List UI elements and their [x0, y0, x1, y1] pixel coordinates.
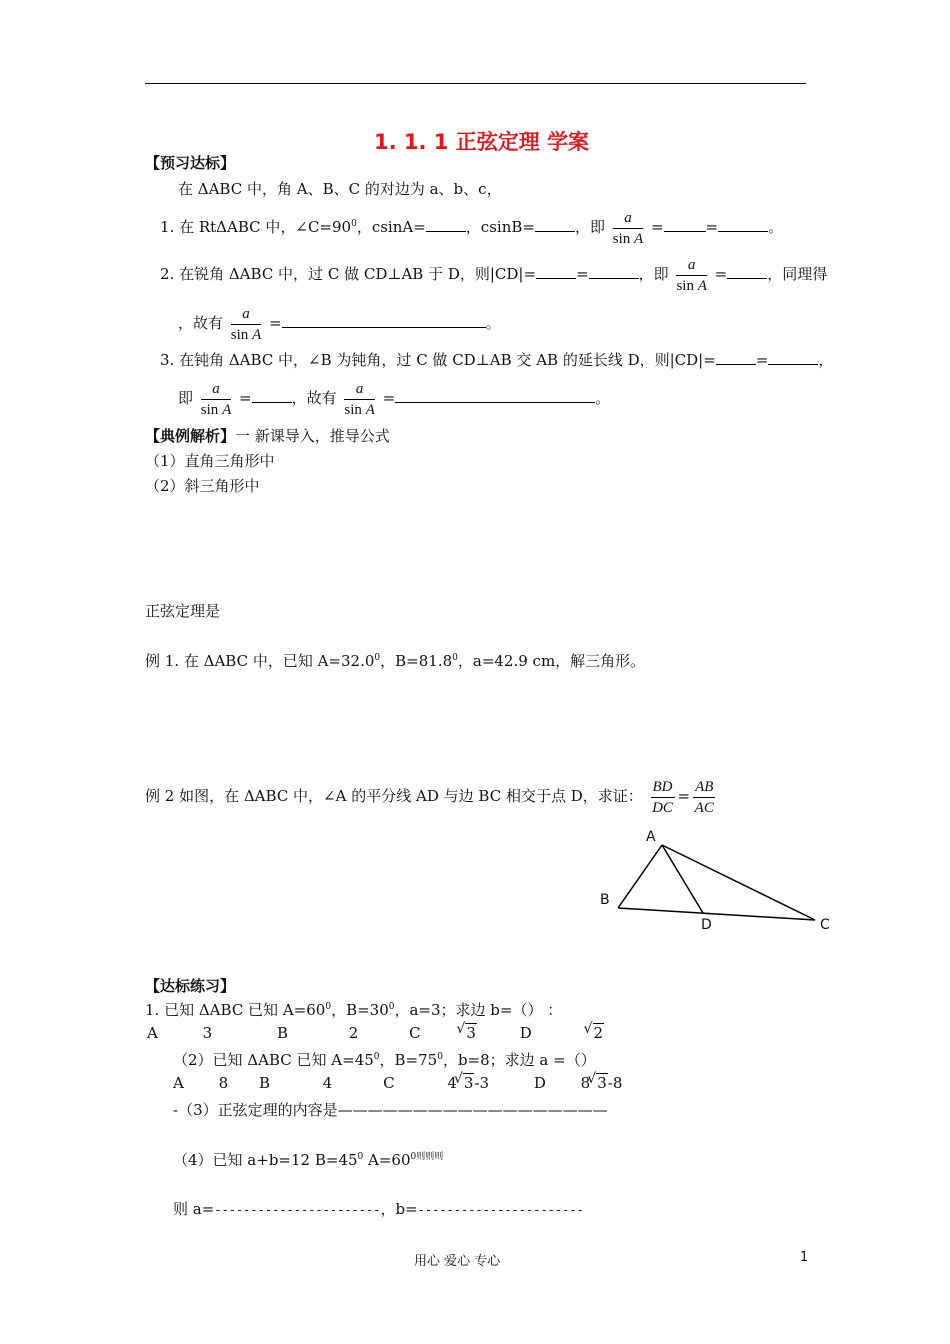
triangle-figure — [590, 825, 840, 940]
fraction-a-over-sinA: $\frac{a}{\text{sin A}}$ — [612, 209, 644, 247]
preview-item-1: 1. 在 RtΔABC 中，$\angle C=90^0$，csinA= ，csinB= ，即 $\frac{a}{\text{sin A}}$ = = 。 — [160, 209, 784, 247]
practice-q1: 1. 已知 ΔABC 已知 $A=60^0$，$B=30^0$，a=3；求边 b=（） ： — [145, 1001, 563, 1019]
preview-heading: 【预习达标】 — [145, 154, 236, 172]
practice-q2-options: A 8 B 4 C 4√ 3-3 D 8√ 3-8 — [173, 1073, 622, 1092]
fraction-a-over-sinA: $\frac{a}{\text{sin A}}$ — [344, 380, 375, 418]
header-rule — [145, 83, 806, 84]
side-bc — [618, 908, 815, 920]
practice-q4: （4）已知 a+b=12 $B=45^0$ $A=60^{0则则则}$ — [173, 1151, 444, 1169]
vertex-label-d: D — [701, 917, 712, 933]
fraction-a-over-sinA: $\frac{a}{\text{sin A}}$ — [200, 380, 232, 418]
fraction-a-over-sinA: $\frac{a}{\text{sin A}}$ — [676, 256, 707, 294]
footer-slogan: 用心 爱心 专心 — [414, 1254, 501, 1269]
example-2: 例 2 如图，在 ΔABC 中，∠A 的平分线 AD 与边 BC 相交于点 D，求证： $\frac{BD}{DC}$ = $\frac{AB}{AC}$ — [145, 778, 714, 816]
practice-heading: 【达标练习】 — [145, 977, 236, 995]
analysis-sub-1: （1）直角三角形中 — [145, 452, 275, 470]
analysis-heading: 【典例解析】一 新课导入，推导公式 — [145, 427, 390, 445]
preview-item-3-cont: 即 $\frac{a}{\text{sin A}}$ = ，故有 $\frac{a}{\text{sin A}}$ = 。 — [178, 380, 611, 418]
page-title: 1. 1. 1 正弦定理 学案 — [374, 130, 590, 154]
fraction-ab-ac: $\frac{AB}{AC}$ — [694, 778, 714, 816]
preview-intro: 在 ΔABC 中，角 A、B、C 的对边为 a、b、c， — [178, 180, 502, 198]
vertex-label-c: C — [820, 917, 830, 933]
fraction-bd-dc: $\frac{BD}{DC}$ — [652, 778, 673, 816]
preview-item-3: 3. 在钝角 ΔABC 中，∠B 为钝角，过 C 做 CD⊥AB 交 AB 的延长线 D，则|CD|= = ， — [160, 351, 834, 369]
fraction-a-over-sinA: $\frac{a}{\text{sin A}}$ — [230, 305, 262, 343]
page-number: 1 — [800, 1250, 809, 1265]
preview-item-2: 2. 在锐角 ΔABC 中，过 C 做 CD⊥AB 于 D，则|CD|= = ，即 $\frac{a}{\text{sin A}}$ = ，同理得 — [160, 256, 828, 294]
practice-q3: -（3）正弦定理的内容是—————————————————— — [173, 1101, 608, 1119]
vertex-label-a: A — [646, 829, 656, 845]
vertex-label-b: B — [600, 892, 610, 908]
practice-q1-options: A 3 B 2 C √ 3 D √ 2 — [147, 1023, 604, 1042]
practice-q2: （2）已知 ΔABC 已知 $A=45^0$，$B=75^0$，b=8；求边 a =（） — [173, 1051, 596, 1069]
example-1: 例 1. 在 ΔABC 中，已知 $A=32.0^0$，$B=81.8^0$，a=42.9 cm，解三角形。 — [145, 652, 646, 670]
side-ab — [618, 845, 662, 908]
practice-q5: 则 a=-----------------------，b=----------------------- — [173, 1200, 584, 1218]
preview-item-2-cont: ，故有 $\frac{a}{\text{sin A}}$ = 。 — [178, 305, 501, 343]
theorem-label: 正弦定理是 — [145, 602, 221, 620]
analysis-sub-2: （2）斜三角形中 — [145, 477, 260, 495]
